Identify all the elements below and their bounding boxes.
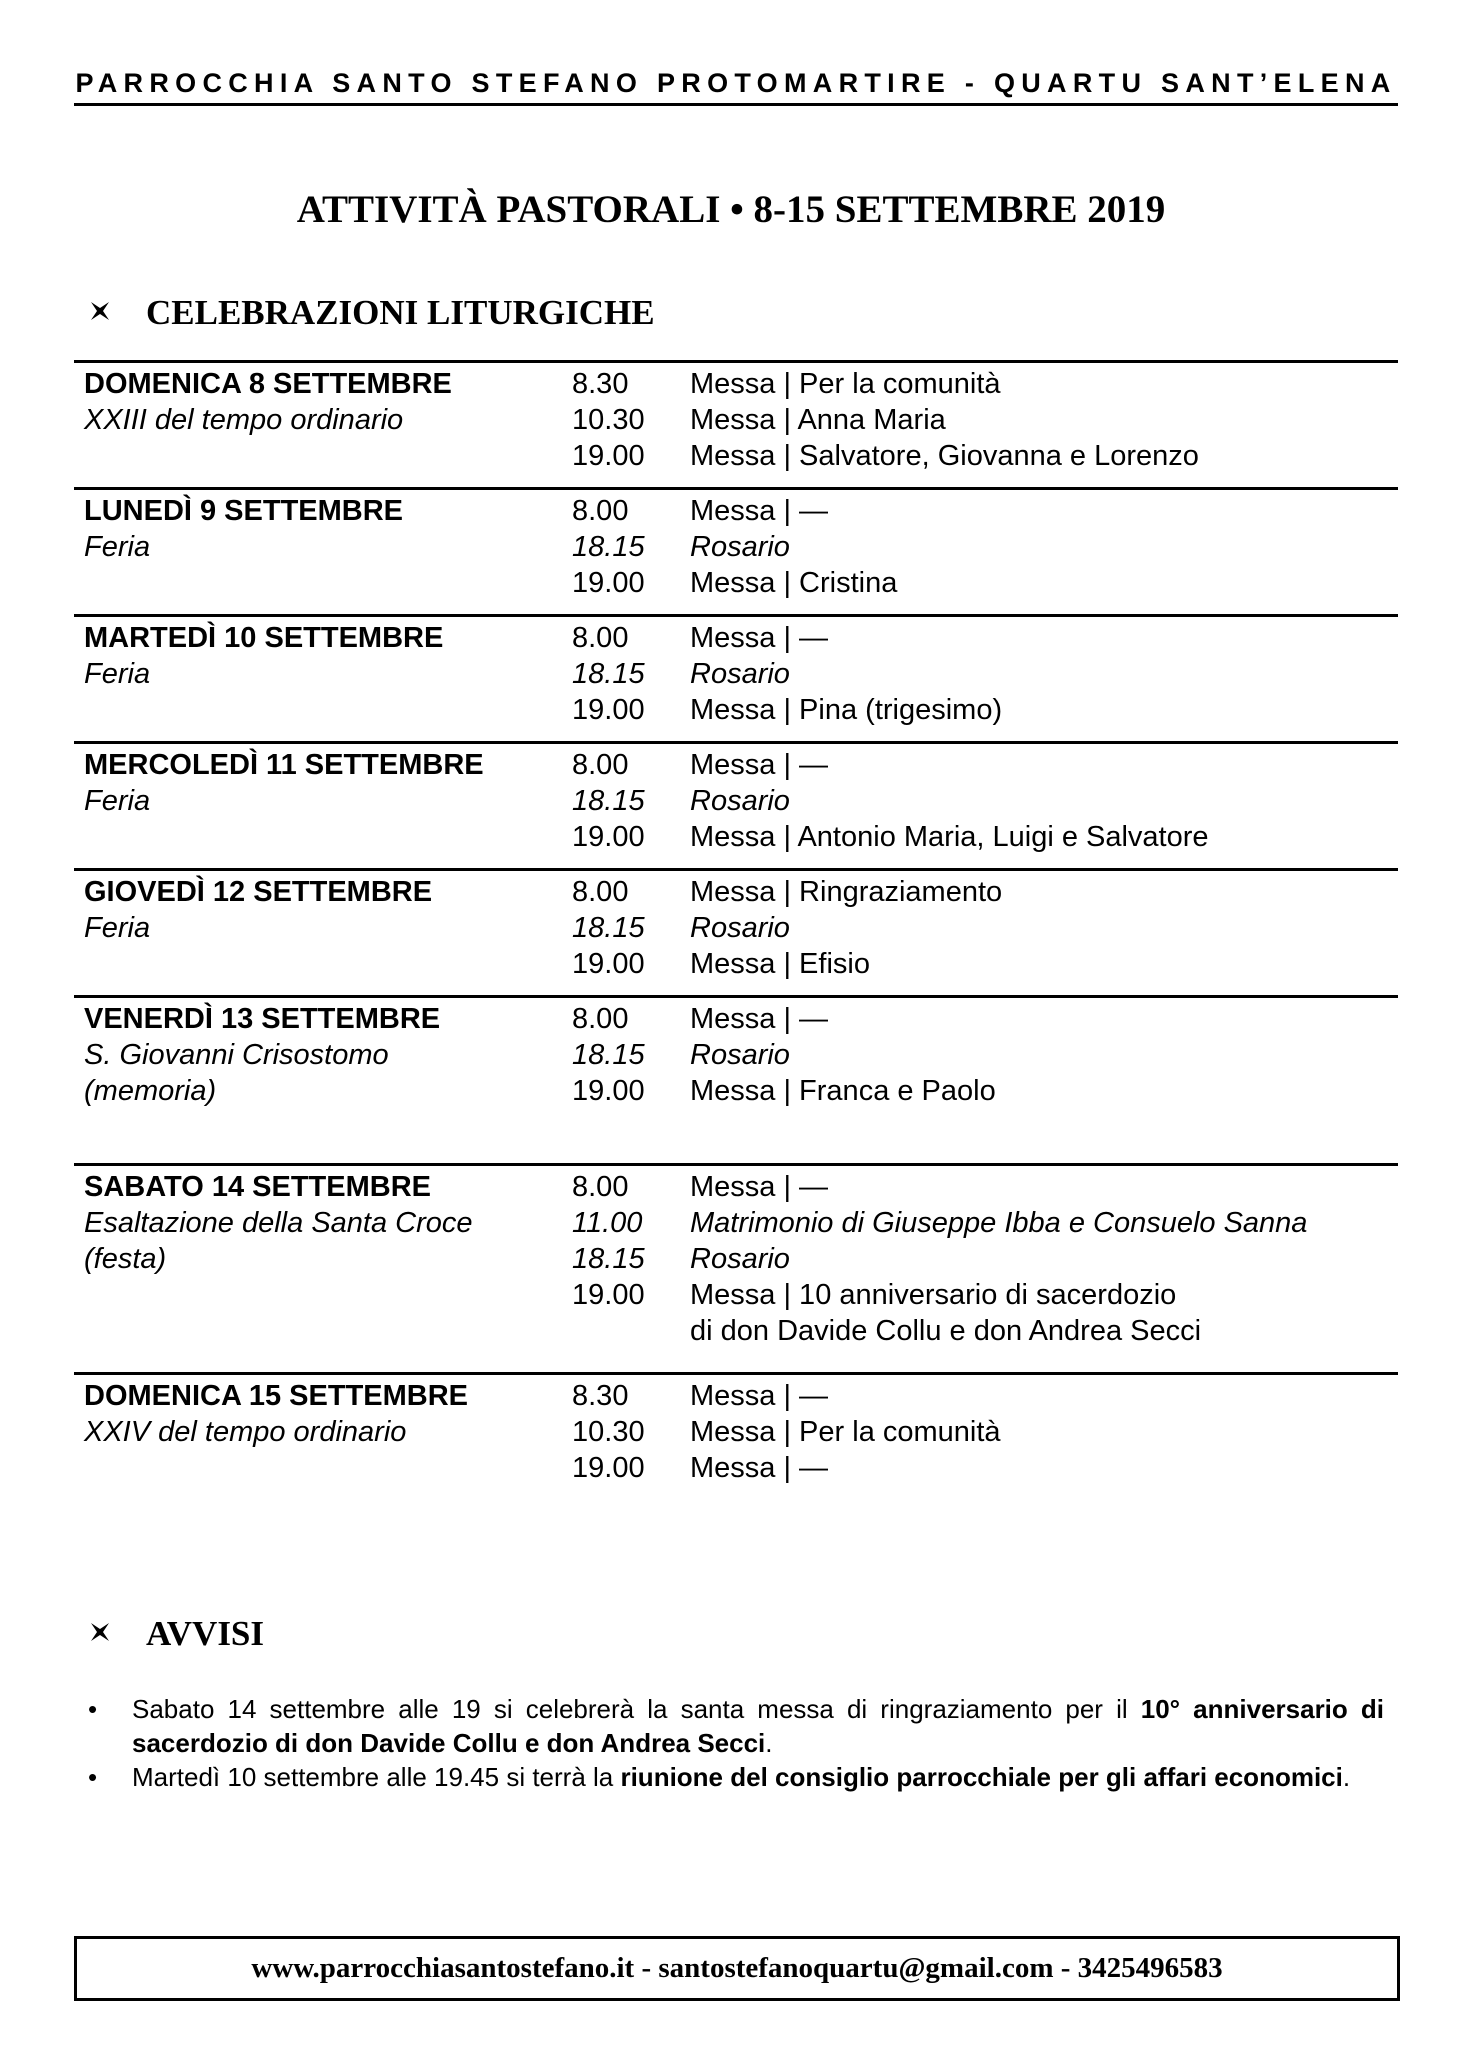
schedule-slot: [572, 529, 1398, 565]
schedule-slot: [572, 1313, 1398, 1349]
slot-time: 19.00: [572, 567, 645, 599]
day-liturgical-note: XXIII del tempo ordinario: [84, 404, 404, 436]
day-slots: [572, 620, 1398, 728]
schedule-slot: [572, 747, 1398, 783]
day-liturgical-note: (festa): [84, 1243, 167, 1275]
day-slots: [572, 747, 1398, 855]
slot-time: 18.15: [572, 785, 645, 817]
schedule-slot: [572, 1450, 1398, 1486]
slot-time: 8.00: [572, 876, 629, 908]
day-block: [74, 1372, 1398, 1484]
day-name: MERCOLEDÌ 11 SETTEMBRE: [84, 749, 484, 781]
page-title: ATTIVITÀ PASTORALI • 8-15 SETTEMBRE 2019: [296, 188, 1166, 231]
schedule-slot: [572, 910, 1398, 946]
day-info: [84, 620, 554, 692]
slot-description: Messa | Franca e Paolo: [690, 1075, 996, 1107]
schedule-slot: [572, 819, 1398, 855]
schedule-slot: [572, 1073, 1398, 1109]
day-slots: [572, 493, 1398, 601]
slot-description: di don Davide Collu e don Andrea Secci: [690, 1315, 1202, 1347]
day-slots: [572, 1001, 1398, 1109]
slot-description: Messa | Per la comunità: [690, 368, 1001, 400]
schedule-slot: [572, 1414, 1398, 1450]
schedule-slot: [572, 656, 1398, 692]
slot-description: Messa | Pina (trigesimo): [690, 694, 1003, 726]
notices-heading: [90, 1614, 264, 1654]
slot-time: 19.00: [572, 821, 645, 853]
notices-heading-label: AVVISI: [146, 1614, 265, 1653]
slot-time: 10.30: [572, 1416, 645, 1448]
slot-description: Messa | —: [690, 622, 829, 654]
notice-highlight: 10° anniversario di sacerdozio di don Davide Collu e don Andrea Secci: [132, 1694, 1384, 1758]
schedule-slot: [572, 1378, 1398, 1414]
slot-time: 19.00: [572, 1279, 645, 1311]
day-liturgical-note: XXIV del tempo ordinario: [84, 1416, 407, 1448]
notice-text: Martedì 10 settembre alle 19.45 si terrà la: [132, 1762, 621, 1792]
slot-description: Messa | —: [690, 749, 829, 781]
schedule-slot: [572, 438, 1398, 474]
schedule-slot: [572, 366, 1398, 402]
schedule-slot: [572, 620, 1398, 656]
day-name: GIOVEDÌ 12 SETTEMBRE: [84, 876, 433, 908]
parish-header: PARROCCHIA SANTO STEFANO PROTOMARTIRE - QUARTU SANT’ELENA: [75, 68, 1397, 98]
slot-time: 10.30: [572, 404, 645, 436]
notice-item: [74, 1760, 1384, 1794]
bullet-icon: •: [88, 1762, 98, 1792]
day-liturgical-note: Feria: [84, 785, 151, 817]
day-slots: [572, 1378, 1398, 1486]
slot-time: 18.15: [572, 658, 645, 690]
star-bullet-icon: [90, 301, 110, 328]
schedule-slot: [572, 946, 1398, 982]
day-name: MARTEDÌ 10 SETTEMBRE: [84, 622, 444, 654]
day-block: [74, 1163, 1398, 1347]
day-block: [74, 487, 1398, 599]
slot-time: 18.15: [572, 1039, 645, 1071]
slot-description: Messa | —: [690, 1452, 829, 1484]
schedule-slot: [572, 402, 1398, 438]
day-block: [74, 360, 1398, 472]
day-name: DOMENICA 8 SETTEMBRE: [84, 368, 452, 400]
day-liturgical-note: (memoria): [84, 1075, 217, 1107]
slot-time: 8.00: [572, 1003, 629, 1035]
day-name: DOMENICA 15 SETTEMBRE: [84, 1380, 469, 1412]
day-block: [74, 995, 1398, 1107]
slot-description: Messa | Cristina: [690, 567, 898, 599]
slot-time: 18.15: [572, 912, 645, 944]
slot-time: 18.15: [572, 1243, 645, 1275]
day-info: [84, 1169, 554, 1277]
slot-time: 8.30: [572, 1380, 629, 1412]
slot-time: 19.00: [572, 440, 645, 472]
notice-highlight: riunione del consiglio parrocchiale per gli affari economici: [620, 1762, 1343, 1792]
schedule-slot: [572, 1001, 1398, 1037]
day-info: [84, 874, 554, 946]
schedule-slot: [572, 874, 1398, 910]
notice-text-end: .: [765, 1728, 773, 1758]
slot-time: 8.00: [572, 622, 629, 654]
schedule-slot: [572, 1205, 1398, 1241]
day-info: [84, 1001, 554, 1109]
slot-time: 8.00: [572, 495, 629, 527]
day-name: LUNEDÌ 9 SETTEMBRE: [84, 495, 404, 527]
schedule-slot: [572, 1037, 1398, 1073]
day-slots: [572, 1169, 1398, 1349]
day-liturgical-note: Feria: [84, 658, 151, 690]
header-rule: [74, 103, 1398, 106]
slot-description: Messa | —: [690, 1171, 829, 1203]
day-info: [84, 366, 554, 438]
notice-text: Sabato 14 settembre alle 19 si celebrerà la santa messa di ringraziamento per il: [132, 1694, 1141, 1724]
day-block: [74, 614, 1398, 726]
slot-description: Messa | —: [690, 1380, 829, 1412]
slot-description: Messa | Efisio: [690, 948, 870, 980]
schedule-slot: [572, 1277, 1398, 1313]
schedule-slot: [572, 692, 1398, 728]
slot-time: [572, 1313, 690, 1349]
day-name: VENERDÌ 13 SETTEMBRE: [84, 1003, 441, 1035]
slot-description: Messa | Antonio Maria, Luigi e Salvatore: [690, 821, 1209, 853]
slot-description: Rosario: [690, 531, 790, 563]
day-info: [84, 747, 554, 819]
notice-item: [74, 1692, 1384, 1760]
day-block: [74, 868, 1398, 980]
schedule-slot: [572, 493, 1398, 529]
notice-text-end: .: [1342, 1762, 1351, 1792]
star-bullet-icon: [90, 1622, 110, 1649]
bullet-icon: •: [88, 1694, 98, 1724]
slot-description: Matrimonio di Giuseppe Ibba e Consuelo Sanna: [690, 1207, 1308, 1239]
schedule-slot: [572, 783, 1398, 819]
slot-description: Messa | Salvatore, Giovanna e Lorenzo: [690, 440, 1199, 472]
slot-time: 19.00: [572, 948, 645, 980]
slot-time: 8.30: [572, 368, 629, 400]
schedule-slot: [572, 1241, 1398, 1277]
day-block: [74, 741, 1398, 853]
slot-description: Messa | Anna Maria: [690, 404, 946, 436]
slot-description: Messa | Ringraziamento: [690, 876, 1003, 908]
slot-description: Messa | —: [690, 1003, 829, 1035]
contact-footer: www.parrocchiasantostefano.it - santostefanoquartu@gmail.com - 3425496583: [74, 1936, 1400, 2001]
day-liturgical-note: Esaltazione della Santa Croce: [84, 1207, 473, 1239]
slot-description: Rosario: [690, 1039, 790, 1071]
day-liturgical-note: Feria: [84, 912, 151, 944]
day-info: [84, 1378, 554, 1450]
day-name: SABATO 14 SETTEMBRE: [84, 1171, 431, 1203]
slot-time: 19.00: [572, 694, 645, 726]
slot-description: Messa | Per la comunità: [690, 1416, 1001, 1448]
slot-description: Rosario: [690, 658, 790, 690]
day-liturgical-note: Feria: [84, 531, 151, 563]
slot-time: 19.00: [572, 1452, 645, 1484]
schedule-slot: [572, 565, 1398, 601]
slot-description: Rosario: [690, 785, 790, 817]
slot-time: 11.00: [572, 1207, 643, 1239]
slot-time: 19.00: [572, 1075, 645, 1107]
day-liturgical-note: S. Giovanni Crisostomo: [84, 1039, 389, 1071]
day-slots: [572, 874, 1398, 982]
celebrations-heading: [90, 293, 655, 333]
slot-time: 8.00: [572, 1171, 629, 1203]
slot-description: Messa | 10 anniversario di sacerdozio: [690, 1279, 1177, 1311]
notices-list: [74, 1692, 1384, 1794]
slot-description: Messa | —: [690, 495, 829, 527]
slot-time: 8.00: [572, 749, 629, 781]
schedule-slot: [572, 1169, 1398, 1205]
celebrations-heading-label: CELEBRAZIONI LITURGICHE: [146, 293, 655, 332]
day-info: [84, 493, 554, 565]
day-slots: [572, 366, 1398, 474]
slot-description: Rosario: [690, 912, 790, 944]
slot-description: Rosario: [690, 1243, 790, 1275]
slot-time: 18.15: [572, 531, 645, 563]
